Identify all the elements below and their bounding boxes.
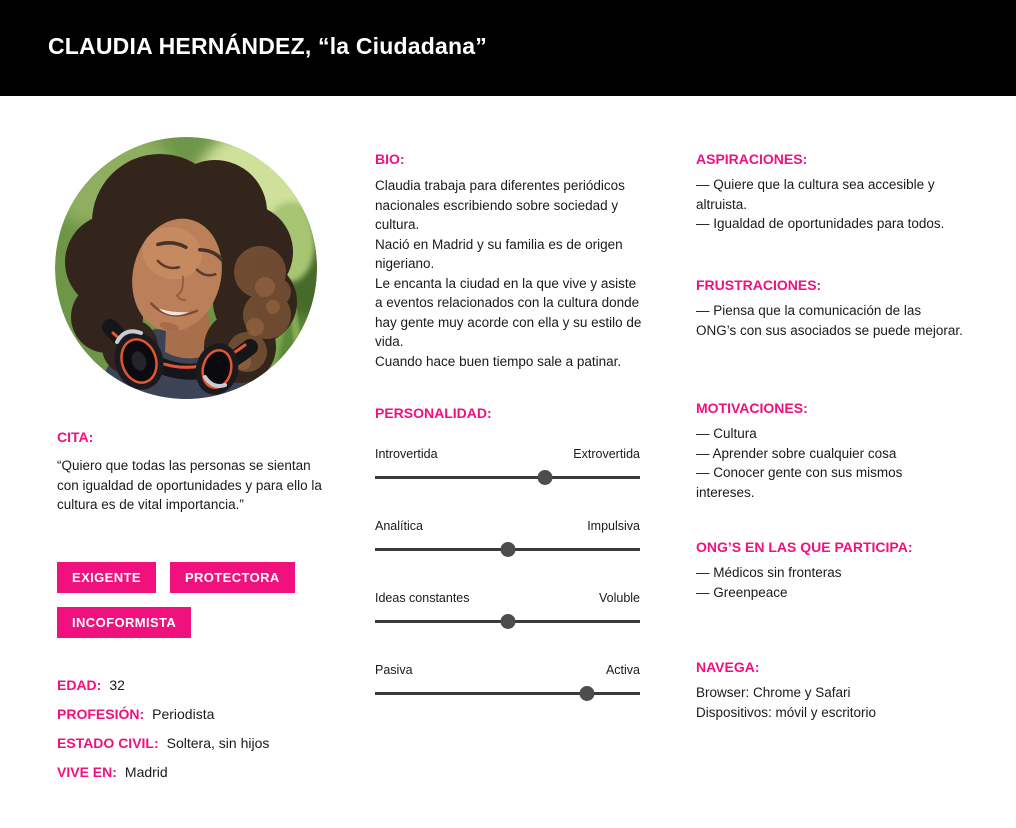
tag-protectora: PROTECTORA xyxy=(170,562,295,593)
fact-label: PROFESIÓN: xyxy=(57,706,145,722)
cita-heading: CITA: xyxy=(57,429,94,445)
header-bar xyxy=(0,0,1016,96)
bio-heading: BIO: xyxy=(375,151,405,167)
personality-tags xyxy=(57,562,337,652)
slider-handle[interactable] xyxy=(500,614,515,629)
bio-sentence: Cuando hace buen tiempo sale a patinar. xyxy=(375,353,622,369)
facts-list xyxy=(57,676,269,792)
personalidad-heading: PERSONALIDAD: xyxy=(375,405,492,421)
bio-text xyxy=(375,176,647,371)
list-item: — Médicos sin fronteras xyxy=(696,565,842,580)
profile-photo xyxy=(55,137,317,399)
list-item: — Cultura xyxy=(696,426,757,441)
list-item: Browser: Chrome y Safari xyxy=(696,685,851,700)
section-motivaciones xyxy=(696,399,964,502)
slider-left-label: Pasiva xyxy=(375,663,413,677)
motivaciones-heading: MOTIVACIONES: xyxy=(696,400,808,416)
fact-estado-civil xyxy=(57,734,269,752)
list-item: — Igualdad de oportunidades para todos. xyxy=(696,216,945,231)
slider-track xyxy=(375,476,640,479)
bio-sentence: Claudia trabaja para diferentes periódicos nacionales escribiendo sobre sociedad y cultura. xyxy=(375,178,625,232)
section-aspiraciones xyxy=(696,150,964,234)
slider-analitica-impulsiva xyxy=(375,518,640,551)
bio-sentence: Le encanta la ciudad en la que vive y asiste a eventos relacionados con la cultura donde hay gente muy acorde con ella y su estilo de vida. xyxy=(375,275,642,349)
fact-label: VIVE EN: xyxy=(57,764,117,780)
list-item: — Conocer gente con sus mismos intereses. xyxy=(696,465,903,500)
fact-label: ESTADO CIVIL: xyxy=(57,735,159,751)
slider-track xyxy=(375,548,640,551)
aspiraciones-heading: ASPIRACIONES: xyxy=(696,151,808,167)
slider-left-label: Introvertida xyxy=(375,447,438,461)
slider-track xyxy=(375,692,640,695)
cita-quote: “Quiero que todas las personas se sientan con igualdad de oportunidades y para ello la cultura es de vital importancia.” xyxy=(57,458,322,512)
navega-heading: NAVEGA: xyxy=(696,659,760,675)
section-frustraciones xyxy=(696,276,964,340)
slider-handle[interactable] xyxy=(500,542,515,557)
section-navega xyxy=(696,658,964,722)
section-ongs xyxy=(696,538,964,602)
slider-track xyxy=(375,620,640,623)
slider-handle[interactable] xyxy=(580,686,595,701)
slider-introvertida-extrovertida xyxy=(375,446,640,479)
list-item: — Piensa que la comunicación de las ONG’s con sus asociados se puede mejorar. xyxy=(696,303,963,338)
fact-value: Madrid xyxy=(124,764,168,780)
list-item: Dispositivos: móvil y escritorio xyxy=(696,704,877,720)
fact-vive-en xyxy=(57,763,269,781)
page-title: CLAUDIA HERNÁNDEZ, “la Ciudadana” xyxy=(48,33,487,59)
slider-left-label: Analítica xyxy=(375,519,423,533)
tag-exigente: EXIGENTE xyxy=(57,562,156,593)
slider-handle[interactable] xyxy=(537,470,552,485)
fact-value: 32 xyxy=(109,677,125,693)
slider-right-label: Activa xyxy=(605,663,640,677)
list-item: — Greenpeace xyxy=(696,584,788,600)
slider-ideas-constantes-voluble xyxy=(375,590,640,623)
slider-left-label: Ideas constantes xyxy=(375,591,470,605)
fact-value: Soltera, sin hijos xyxy=(166,735,270,751)
fact-value: Periodista xyxy=(152,706,215,722)
bio-sentence: Nació en Madrid y su familia es de origen nigeriano. xyxy=(375,236,623,271)
fact-profesion xyxy=(57,705,269,723)
frustraciones-heading: FRUSTRACIONES: xyxy=(696,277,822,293)
ongs-heading: ONG’S EN LAS QUE PARTICIPA: xyxy=(696,539,913,555)
slider-right-label: Extrovertida xyxy=(573,447,640,461)
fact-label: EDAD: xyxy=(57,677,102,693)
profile-photo-illustration xyxy=(55,137,317,399)
tag-incoformista: INCOFORMISTA xyxy=(57,607,191,638)
slider-pasiva-activa xyxy=(375,662,640,695)
list-item: — Aprender sobre cualquier cosa xyxy=(696,445,897,461)
slider-right-label: Impulsiva xyxy=(587,519,640,533)
list-item: — Quiere que la cultura sea accesible y altruista. xyxy=(696,177,935,212)
fact-edad xyxy=(57,676,269,694)
slider-right-label: Voluble xyxy=(598,591,640,605)
